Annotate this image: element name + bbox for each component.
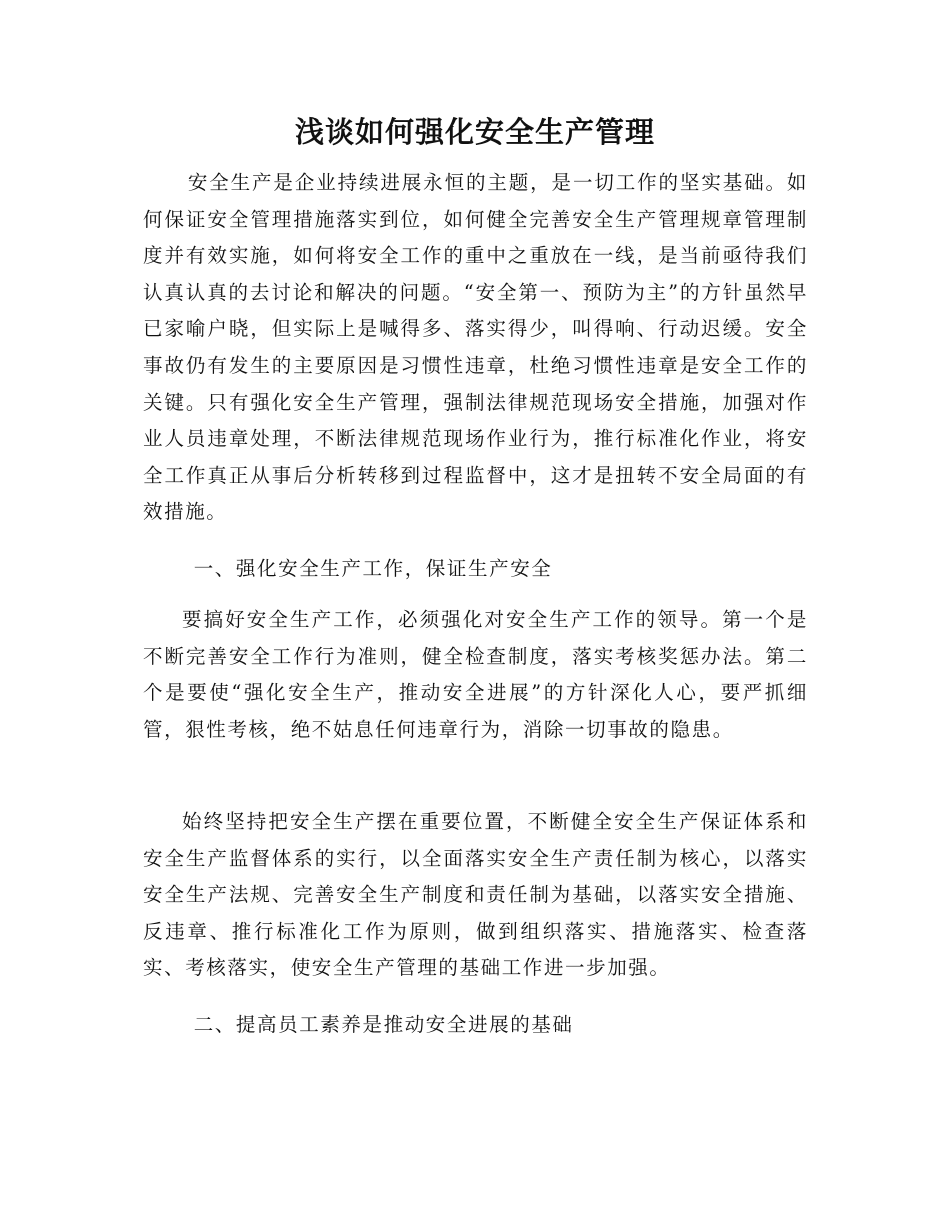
intro-paragraph: 安全生产是企业持续进展永恒的主题，是一切工作的坚实基础。如何保证安全管理措施落实到位，如何健全完善安全生产管理规章管理制度并有效实施，如何将安全工作的重中之重放在一线，是当前亟待我们认真认真的去讨论和解决的问题。“安全第一、预防为主”的方针虽然早已家喻户晓，但实际上是喊得多、落实得少，叫得响、行动迟缓。安全事故仍有发生的主要原因是习惯性违章，杜绝习惯性违章是安全工作的关键。只有强化安全生产管理，强制法律规范现场安全措施，加强对作业人员违章处理，不断法律规范现场作业行为，推行标准化作业，将安全工作真正从事后分析转移到过程监督中，这才是扭转不安全局面的有效措施。: [143, 171, 808, 524]
document-title: 浅谈如何强化安全生产管理: [294, 115, 655, 149]
section-1-heading: 一、强化安全生产工作，保证生产安全: [193, 557, 553, 580]
section-1-paragraph-2: 始终坚持把安全生产摆在重要位置，不断健全安全生产保证体系和安全生产监督体系的实行，以全面落实安全生产责任制为核心，以落实安全生产法规、完善安全生产制度和责任制为基础，以落实安全措施、反违章、推行标准化工作为原则，做到组织落实、措施落实、检查落实、考核落实，使安全生产管理的基础工作进一步加强。: [143, 810, 808, 980]
section-1-paragraph-1: 要搞好安全生产工作，必须强化对安全生产工作的领导。第一个是不断完善安全工作行为准则，健全检查制度，落实考核奖惩办法。第二个是要使“强化安全生产，推动安全进展”的方针深化人心，要严抓细管，狠性考核，绝不姑息任何违章行为，消除一切事故的隐患。: [143, 608, 808, 741]
section-2-heading: 二、提高员工素养是推动安全进展的基础: [193, 1013, 574, 1036]
